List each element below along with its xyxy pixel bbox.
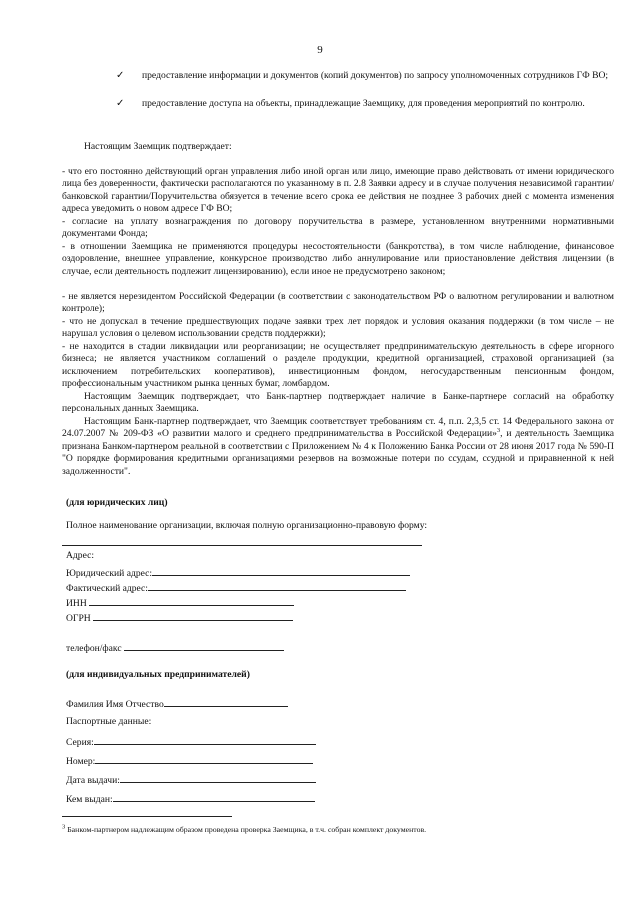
confirm-item: - что его постоянно действующий орган управления либо иной орган или лицо, имеющие право действовать от имени юридического лица без доверенности, фактически располагаются по указанному в п. 2.8 Заявки адресу и в случае получения независимой гарантии/банковской гарантии/Поручительства обязуется в течение всего срока ее действия не позднее 3 рабочих дней с момента изменения адреса уведомить о новом адресе ГФ ВО; [62, 166, 614, 215]
fio-field: Фамилия Имя Отчество [66, 697, 288, 711]
confirm-item: - согласие на уплату вознаграждения по договору поручительства в размере, установленном внутренними нормативными документами Фонда; [62, 216, 614, 240]
number-field: Номер: [66, 754, 313, 768]
bullet-text: предоставление доступа на объекты, принадлежащие Заемщику, для проведения мероприятий по контролю. [142, 98, 585, 109]
fio-line[interactable] [164, 697, 288, 707]
consent-paragraph: Настоящим Заемщик подтверждает, что Банк-партнер подтверждает наличие в Банке-партнере согласий на обработку персональных данных Заемщика. [62, 391, 614, 415]
bullet-text: предоставление информации и документов (копий документов) по запросу уполномоченных сотрудников ГФ ВО; [142, 70, 609, 81]
bullet-item [116, 98, 616, 110]
phone-line[interactable] [124, 641, 284, 651]
ogrn-line[interactable] [93, 611, 293, 621]
issue-date-field: Дата выдачи: [66, 773, 316, 787]
footnote-ref: 3 [496, 427, 501, 435]
confirm-item: - не является нерезидентом Российской Федерации (в соответствии с законодательством РФ о валютном регулировании и валютном контроле); [62, 291, 614, 315]
actual-address-line[interactable] [148, 581, 406, 591]
passport-field: Паспортные данные: [66, 716, 152, 727]
fullname-label: Полное наименование организации, включая полную организационно-правовую форму: [66, 520, 428, 531]
confirm-item: - что не допускал в течение предшествующих подаче заявки трех лет порядок и условия оказания поддержки (в том числе – не нарушал условия о целевом использовании средств поддержки); [62, 316, 614, 340]
issue-date-line[interactable] [120, 773, 316, 783]
ip-header: (для индивидуальных предпринимателей) [66, 669, 250, 680]
issued-by-line[interactable] [113, 792, 315, 802]
fullname-line[interactable] [62, 545, 422, 546]
bank-confirm-paragraph: Настоящим Банк-партнер подтверждает, что Заемщик соответствует требованиям ст. 4, п.п. 2,3,5 ст. 14 Федерального закона от 24.07.2007 № 209-ФЗ «О развитии малого и среднего предпринимательства в Российской Федерации»$^3$, и деятельность Заемщика признана Банком-партнером реальной в соответствии с Приложением № 4 к Положению Банка России от 28 июня 2017 года № 590-П "О порядке формирования кредитными организациями резервов на возможные потери по ссудам, ссудной и приравненной к ней задолженности". [62, 416, 614, 477]
series-field: Серия: [66, 735, 316, 749]
footnote-number: 3 [62, 823, 66, 831]
confirm-heading: Настоящим Заемщик подтверждает: [84, 141, 232, 152]
confirm-item: - не находится в стадии ликвидации или реорганизации; не осуществляет предпринимательскую деятельность в сфере игорного бизнеса; не является участником соглашений о разделе продукции, кредитной организацией, страховой организацией (за исключением потребительских кооперативов), инвестиционным фондом, негосударственным пенсионным фондом, профессиональным участником рынка ценных бумаг, ломбардом. [62, 341, 614, 390]
footnote: $^3$ Банком-партнером надлежащим образом проведена проверка Заемщика, в т.ч. собран комплект документов. [62, 823, 427, 834]
series-line[interactable] [94, 735, 316, 745]
page-number: 9 [317, 44, 323, 56]
legal-address-line[interactable] [152, 566, 410, 576]
actual-address-field: Фактический адрес: [66, 581, 406, 595]
ogrn-field: ОГРН [66, 611, 293, 625]
inn-line[interactable] [89, 596, 294, 606]
bullet-item [116, 70, 616, 82]
address-field: Адрес: [66, 550, 95, 561]
issued-by-field: Кем выдан: [66, 792, 315, 806]
legal-address-field: Юридический адрес: [66, 566, 410, 580]
confirm-item: - в отношении Заемщика не применяются процедуры несостоятельности (банкротства), в том числе наблюдение, финансовое оздоровление, внешнее управление, конкурсное производство либо аннулирование или приостановление действия лицензии (в случае, если деятельность подлежит лицензированию), если иное не предусмотрено законом; [62, 241, 614, 277]
number-line[interactable] [95, 754, 313, 764]
inn-field: ИНН [66, 596, 294, 610]
footnote-separator [62, 816, 232, 817]
legal-entities-header: (для юридических лиц) [66, 497, 168, 508]
phone-field: телефон/факс [66, 641, 284, 655]
checkmark-icon: ✓ [116, 98, 125, 109]
checkmark-icon: ✓ [116, 70, 125, 81]
